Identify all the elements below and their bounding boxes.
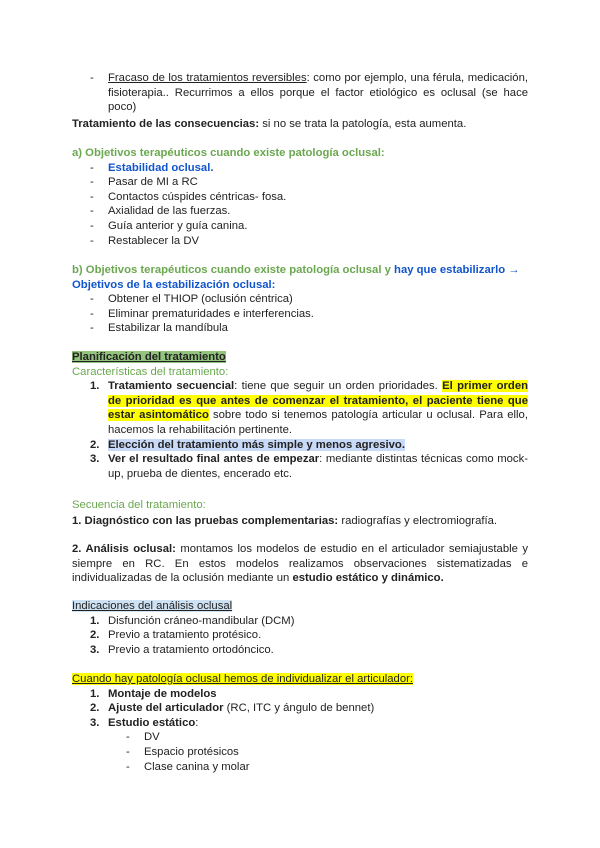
planning-section bbox=[72, 350, 528, 481]
planning-subtitle: Características del tratamiento: bbox=[72, 365, 229, 378]
list-item bbox=[72, 161, 528, 176]
list-item bbox=[72, 379, 528, 437]
list-item bbox=[72, 71, 528, 115]
articulator-item2-text: (RC, ITC y ángulo de bennet) bbox=[223, 702, 375, 715]
sequence-step2-text: montamos los modelos de estudio en el articulador semiajustable y siempre en RC. En estos modelos realizamos observaciones sistematizadas e individualizadas de la oclusión mediante un bbox=[72, 543, 528, 585]
indications-item: Disfunción cráneo-mandibular (DCM) bbox=[108, 614, 295, 627]
articulator-item3: Estudio estático bbox=[108, 716, 196, 729]
list-item bbox=[72, 643, 528, 658]
intro-item-text: : como por ejemplo, una férula, medicación, fisioterapia.. Recurrimos a ellos porque el factor etiológico es oclusal (se hace poco) bbox=[108, 72, 528, 114]
planning-item2: Elección del tratamiento más simple y menos agresivo. bbox=[108, 438, 405, 451]
indications-title: Indicaciones del análisis oclusal bbox=[72, 600, 233, 612]
list-item: - Restablecer la DV bbox=[72, 234, 528, 249]
list-number: 3. bbox=[90, 643, 100, 656]
sequence-step1-text: radiografías y electromiografía. bbox=[338, 514, 498, 527]
list-item: - Espacio protésicos bbox=[72, 745, 528, 760]
list-item: - Pasar de MI a RC bbox=[72, 175, 528, 190]
section-b-subheading: Objetivos de la estabilización oclusal: bbox=[72, 278, 276, 291]
planning-title: Planificación del tratamiento bbox=[72, 351, 226, 363]
list-number: 3. bbox=[90, 716, 100, 729]
articulator-item2-bold: Ajuste del articulador bbox=[108, 702, 224, 715]
sequence-section bbox=[72, 498, 528, 586]
list-item bbox=[72, 716, 528, 731]
indications-section bbox=[72, 599, 528, 657]
indications-item: Previo a tratamiento ortodóncico. bbox=[108, 643, 274, 656]
list-number: 1. bbox=[90, 687, 100, 700]
planning-item1-text: : tiene que seguir un orden prioridades. bbox=[234, 380, 443, 393]
sequence-title: Secuencia del tratamiento: bbox=[72, 499, 206, 511]
planning-title-line bbox=[72, 350, 528, 365]
list-number: 3. bbox=[90, 453, 100, 466]
list-item bbox=[72, 687, 528, 702]
list-item: - Guía anterior y guía canina. bbox=[72, 219, 528, 234]
sequence-step2 bbox=[72, 542, 528, 586]
indications-item: Previo a tratamiento protésico. bbox=[108, 629, 262, 642]
list-number: 2. bbox=[90, 438, 100, 451]
list-item: - Obtener el THIOP (oclusión céntrica) bbox=[72, 292, 528, 307]
list-number: 1. bbox=[90, 614, 100, 627]
list-number: 2. bbox=[90, 702, 100, 715]
list-item: - Contactos cúspides céntricas- fosa. bbox=[72, 190, 528, 205]
planning-item1-rest: sobre todo si tenemos patología articular u oclusal. Para ello, hacemos la rehabilitación pertinente. bbox=[108, 409, 528, 436]
intro-item-title: Fracaso de los tratamientos reversibles bbox=[108, 72, 307, 84]
articulator-title: Cuando hay patología oclusal hemos de individualizar el articulador: bbox=[72, 673, 413, 685]
section-b bbox=[72, 263, 528, 336]
articulator-section bbox=[72, 672, 528, 774]
list-item: - Estabilizar la mandíbula bbox=[72, 321, 528, 336]
consequences-paragraph bbox=[72, 117, 528, 132]
planning-item3-text: : mediante distintas técnicas como mock-up, prueba de dientes, encerado etc. bbox=[108, 453, 528, 480]
section-a-heading: a) Objetivos terapéuticos cuando existe patología oclusal: bbox=[72, 147, 385, 159]
list-item: - Eliminar prematuridades e interferencias. bbox=[72, 307, 528, 322]
planning-item3-bold: Ver el resultado final antes de empezar bbox=[108, 453, 320, 466]
planning-item1-highlight: El primer orden de prioridad es que antes de comenzar el tratamiento, el paciente tiene que estar asintomático bbox=[108, 380, 528, 422]
list-item bbox=[72, 614, 528, 629]
consequences-label: Tratamiento de las consecuencias: bbox=[72, 118, 260, 130]
sequence-step1 bbox=[72, 514, 528, 529]
list-item bbox=[72, 701, 528, 716]
list-number: 2. bbox=[90, 629, 100, 642]
indications-title-line bbox=[72, 599, 528, 614]
sequence-step2-bold2: estudio estático y dinámico. bbox=[292, 572, 444, 585]
sequence-step1-bold: 1. Diagnóstico con las pruebas complementarias: bbox=[72, 514, 339, 527]
list-item bbox=[72, 452, 528, 481]
list-item bbox=[72, 628, 528, 643]
planning-item1-bold: Tratamiento secuencial bbox=[108, 380, 235, 393]
articulator-title-line bbox=[72, 672, 528, 687]
section-b-heading bbox=[72, 263, 528, 278]
section-b-heading-blue: hay que estabilizarlo → bbox=[394, 264, 520, 276]
list-item bbox=[72, 438, 528, 453]
section-b-heading-green: b) Objetivos terapéuticos cuando existe patología oclusal y bbox=[72, 264, 395, 276]
list-number: 1. bbox=[90, 380, 100, 393]
articulator-item3-colon: : bbox=[195, 716, 199, 729]
consequences-text: si no se trata la patología, esta aumenta. bbox=[259, 118, 467, 130]
list-item: - DV bbox=[72, 730, 528, 745]
sequence-step2-bold: 2. Análisis oclusal: bbox=[72, 543, 176, 556]
section-a-first-item: Estabilidad oclusal. bbox=[108, 161, 214, 174]
intro-list bbox=[72, 71, 528, 115]
section-a bbox=[72, 146, 528, 248]
list-item: - Axialidad de las fuerzas. bbox=[72, 204, 528, 219]
list-item: - Clase canina y molar bbox=[72, 760, 528, 775]
articulator-item1: Montaje de modelos bbox=[108, 687, 217, 700]
